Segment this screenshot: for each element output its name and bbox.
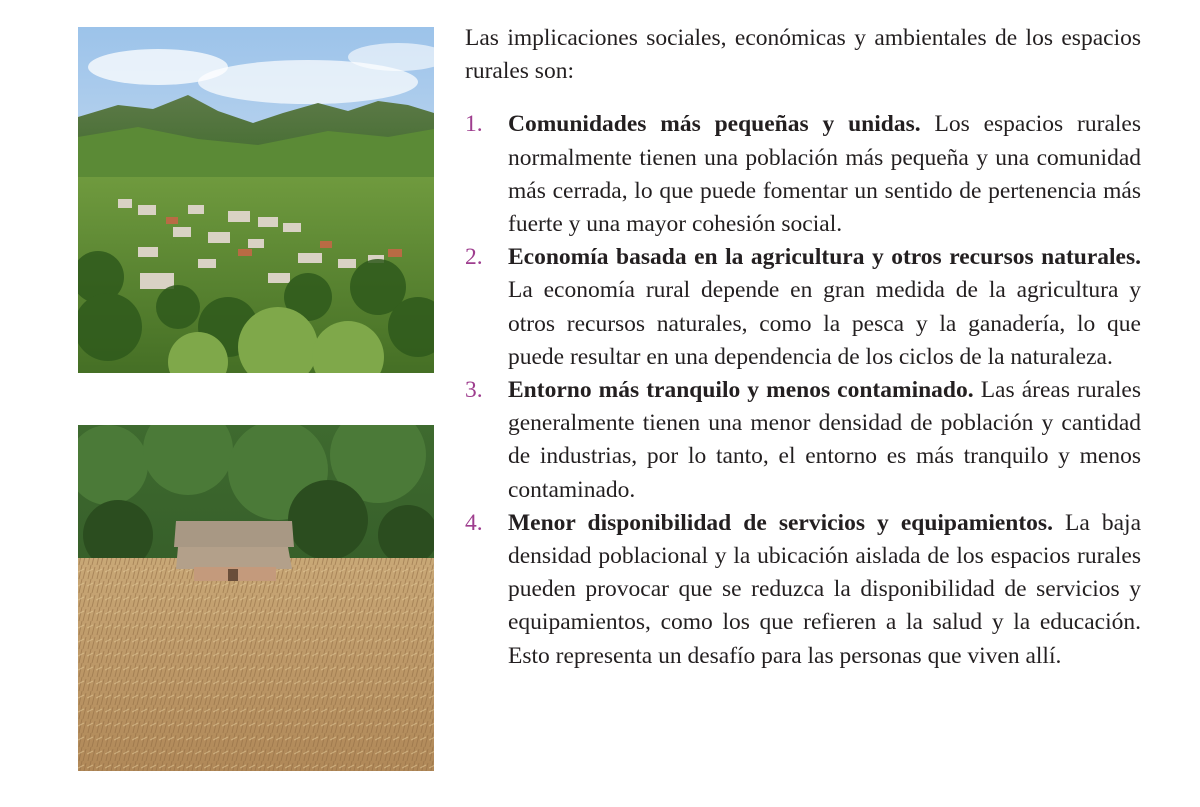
village-photo <box>78 27 434 373</box>
list-item <box>465 507 1141 673</box>
list-item-term: Comunidades más pequeñas y unidas. <box>508 111 935 138</box>
list-item-term: Menor disponibilidad de servicios y equipamientos. <box>508 509 1066 536</box>
field-photo <box>78 425 434 771</box>
list-number: 4. <box>465 509 483 536</box>
list-number: 2. <box>465 244 483 271</box>
text-column <box>465 22 1141 673</box>
list-item-text: La economía rural depende en gran medida de la agricultura y otros recursos naturales, como la pesca y la ganadería, lo que puede resultar en una dependencia de los ciclos de la naturaleza. <box>508 277 1141 370</box>
list-item-term: Entorno más tranquilo y menos contaminado. <box>508 377 981 404</box>
list-item <box>465 108 1141 241</box>
list-item <box>465 374 1141 507</box>
implications-list <box>465 108 1141 672</box>
list-item-term: Economía basada en la agricultura y otros recursos naturales. <box>508 244 1141 271</box>
list-item-text: La baja densidad poblacional y la ubicación aislada de los espacios rurales pueden provocar que se reduzca la disponibilidad de servicios y equipamientos, como los que refieren a la salud y la educación. Esto representa un desafío para las personas que viven allí. <box>508 509 1141 669</box>
list-item-text: Las áreas rurales generalmente tienen una menor densidad de población y cantidad de industrias, por lo tanto, el entorno es más tranquilo y menos contaminado. <box>508 377 1141 503</box>
thatched-hut-cornfield-photo-icon <box>78 425 434 771</box>
list-number: 1. <box>465 111 483 138</box>
list-number: 3. <box>465 377 483 404</box>
mountain-village-photo-icon <box>78 27 434 373</box>
list-item-text: Los espacios rurales normalmente tienen una población más pequeña y una comunidad más cerrada, lo que puede fomentar un sentido de pertenencia más fuerte y una mayor cohesión social. <box>508 111 1141 238</box>
list-item <box>465 241 1141 374</box>
intro-paragraph: Las implicaciones sociales, económicas y ambientales de los espacios rurales son: <box>465 25 1141 85</box>
